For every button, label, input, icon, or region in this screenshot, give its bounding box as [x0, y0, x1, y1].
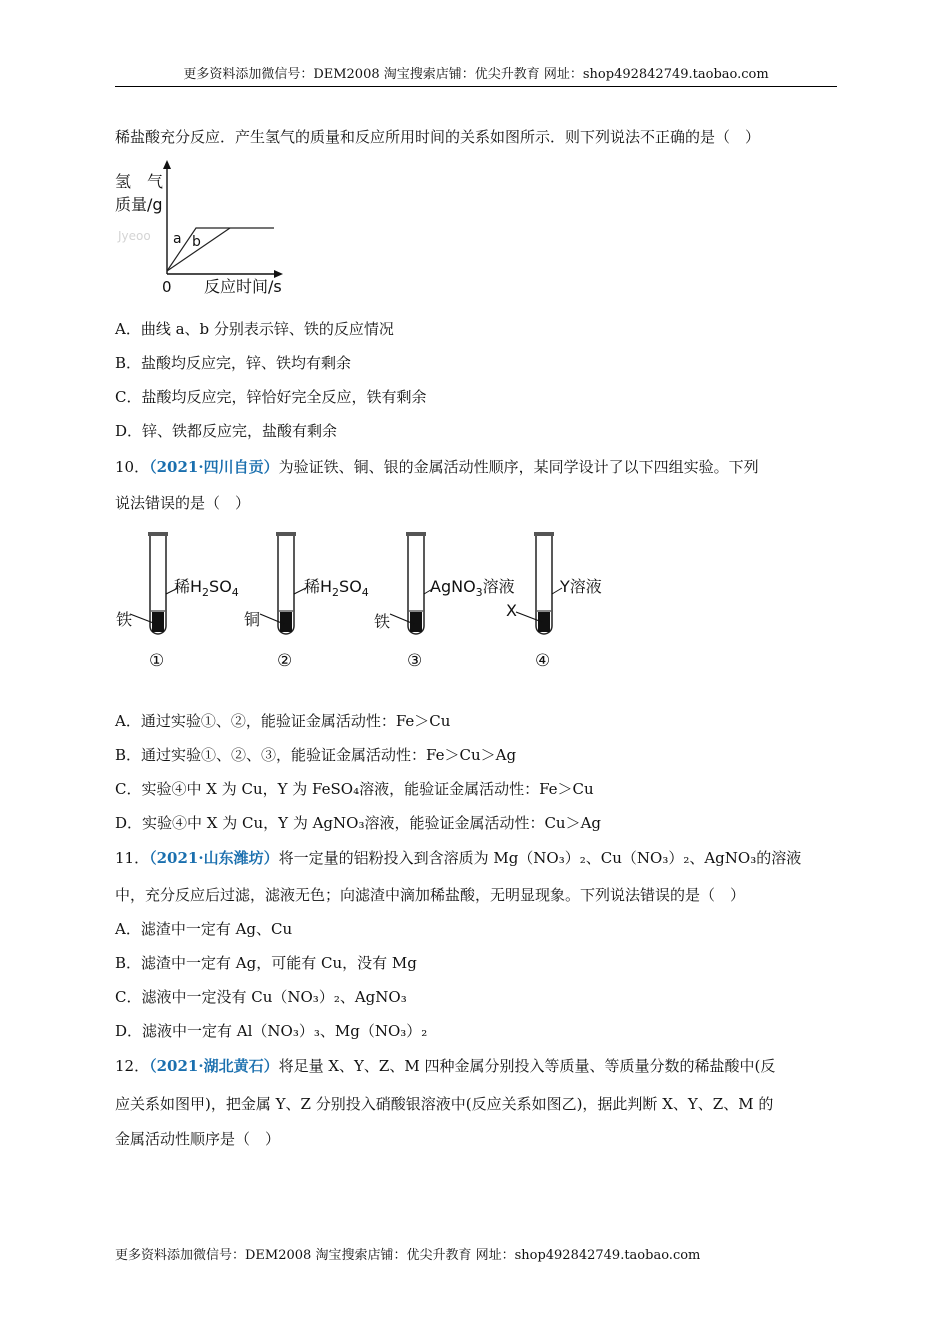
q12-stem-1: 将足量 X、Y、Z、M 四种金属分别投入等质量、等质量分数的稀盐酸中(反: [278, 1057, 776, 1075]
q10-number: 10．: [115, 458, 150, 476]
page-footer: 更多资料添加微信号：DEM2008 淘宝搜索店铺：优尖升教育 网址：shop492842749.taobao.com: [115, 1248, 701, 1263]
test-tube-2: [244, 532, 369, 671]
q10-option-d: D．实验④中 X 为 Cu，Y 为 AgNO₃溶液，能验证金属活动性：Cu＞Ag: [115, 814, 602, 832]
q9-option-b: B．盐酸均反应完，锌、铁均有剩余: [115, 354, 352, 372]
tube-1-label: ①: [149, 651, 165, 671]
q11-option-b: B．滤渣中一定有 Ag，可能有 Cu，没有 Mg: [115, 954, 417, 972]
test-tube-4: [506, 532, 602, 671]
q11-stem-2: 中，充分反应后过滤，滤液无色；向滤渣中滴加稀盐酸，无明显现象。下列说法错误的是（ ）: [115, 886, 746, 904]
q10-option-b: B．通过实验①、②、③，能验证金属活动性：Fe＞Cu＞Ag: [115, 746, 517, 764]
q10-option-a: A．通过实验①、②，能验证金属活动性：Fe＞Cu: [115, 712, 451, 730]
graph-y-label-1: 氢 气: [115, 172, 164, 191]
q10-source: （2021·四川自贡）: [149, 458, 279, 476]
q10-stem-line-1: [115, 456, 759, 478]
q11-option-c: C．滤液中一定没有 Cu（NO₃）₂、AgNO₃: [115, 988, 407, 1006]
graph-origin: 0: [162, 278, 172, 296]
curve-b-label: b: [192, 234, 201, 250]
tube-3-label: ③: [407, 651, 423, 671]
tube-3-reagent: AgNO$_3$溶液: [430, 577, 515, 599]
q11-option-a: A．滤渣中一定有 Ag、Cu: [115, 920, 293, 938]
tube-4-metal: X: [506, 601, 517, 620]
test-tube-3: [374, 532, 515, 671]
tube-4-label: ④: [535, 651, 551, 671]
curve-a-label: a: [173, 231, 182, 247]
tube-2-label: ②: [277, 651, 293, 671]
q11-number: 11．: [115, 849, 150, 867]
q12-source: （2021·湖北黄石）: [149, 1057, 279, 1075]
q9-option-c: C．盐酸均反应完，锌恰好完全反应，铁有剩余: [115, 388, 427, 406]
q11-option-d: D．滤液中一定有 Al（NO₃）₃、Mg（NO₃）₂: [115, 1022, 428, 1040]
q9-graph: [110, 158, 300, 300]
tube-1-metal: 铁: [116, 610, 133, 629]
tube-4-reagent: Y溶液: [560, 577, 602, 596]
q10-stem-1: 为验证铁、铜、银的金属活动性顺序，某同学设计了以下四组实验。下列: [278, 458, 759, 476]
tube-2-reagent: 稀$H_2SO_4$: [304, 577, 369, 599]
q10-test-tubes: [110, 528, 630, 678]
q10-option-c: C．实验④中 X 为 Cu，Y 为 FeSO₄溶液，能验证金属活动性：Fe＞Cu: [115, 780, 594, 798]
q11-stem-line-1: [115, 847, 801, 869]
q9-stem: 稀盐酸充分反应．产生氢气的质量和反应所用时间的关系如图所示．则下列说法不正确的是（ ）: [115, 128, 761, 146]
graph-y-arrow: [163, 160, 171, 169]
q10-stem-2: 说法错误的是（ ）: [115, 494, 251, 512]
q12-stem-2: 应关系如图甲)，把金属 Y、Z 分别投入硝酸银溶液中(反应关系如图乙)，据此判断 X、Y、Z、M 的: [115, 1095, 774, 1113]
graph-x-label: 反应时间/s: [204, 277, 282, 296]
q11-source: （2021·山东潍坊）: [149, 849, 279, 867]
tube-2-metal: 铜: [244, 610, 261, 629]
q9-option-d: D．锌、铁都反应完，盐酸有剩余: [115, 422, 338, 440]
tube-3-metal: 铁: [374, 612, 391, 631]
q9-option-a: A．曲线 a、b 分别表示锌、铁的反应情况: [115, 320, 394, 338]
tube-1-reagent: 稀$H_2SO_4$: [174, 577, 239, 599]
q12-number: 12．: [115, 1057, 150, 1075]
q11-stem-1: 将一定量的铝粉投入到含溶质为 Mg（NO₃）₂、Cu（NO₃）₂、AgNO₃的溶液: [278, 849, 802, 867]
test-tube-1: [116, 532, 239, 671]
graph-watermark: Jyeoo: [118, 229, 151, 243]
q12-stem-3: 金属活动性顺序是（ ）: [115, 1130, 281, 1148]
graph-y-label-2: 质量/g: [115, 195, 163, 214]
page-header: 更多资料添加微信号：DEM2008 淘宝搜索店铺：优尖升教育 网址：shop492842749.taobao.com: [115, 66, 837, 87]
q12-stem-line-1: [115, 1055, 775, 1077]
